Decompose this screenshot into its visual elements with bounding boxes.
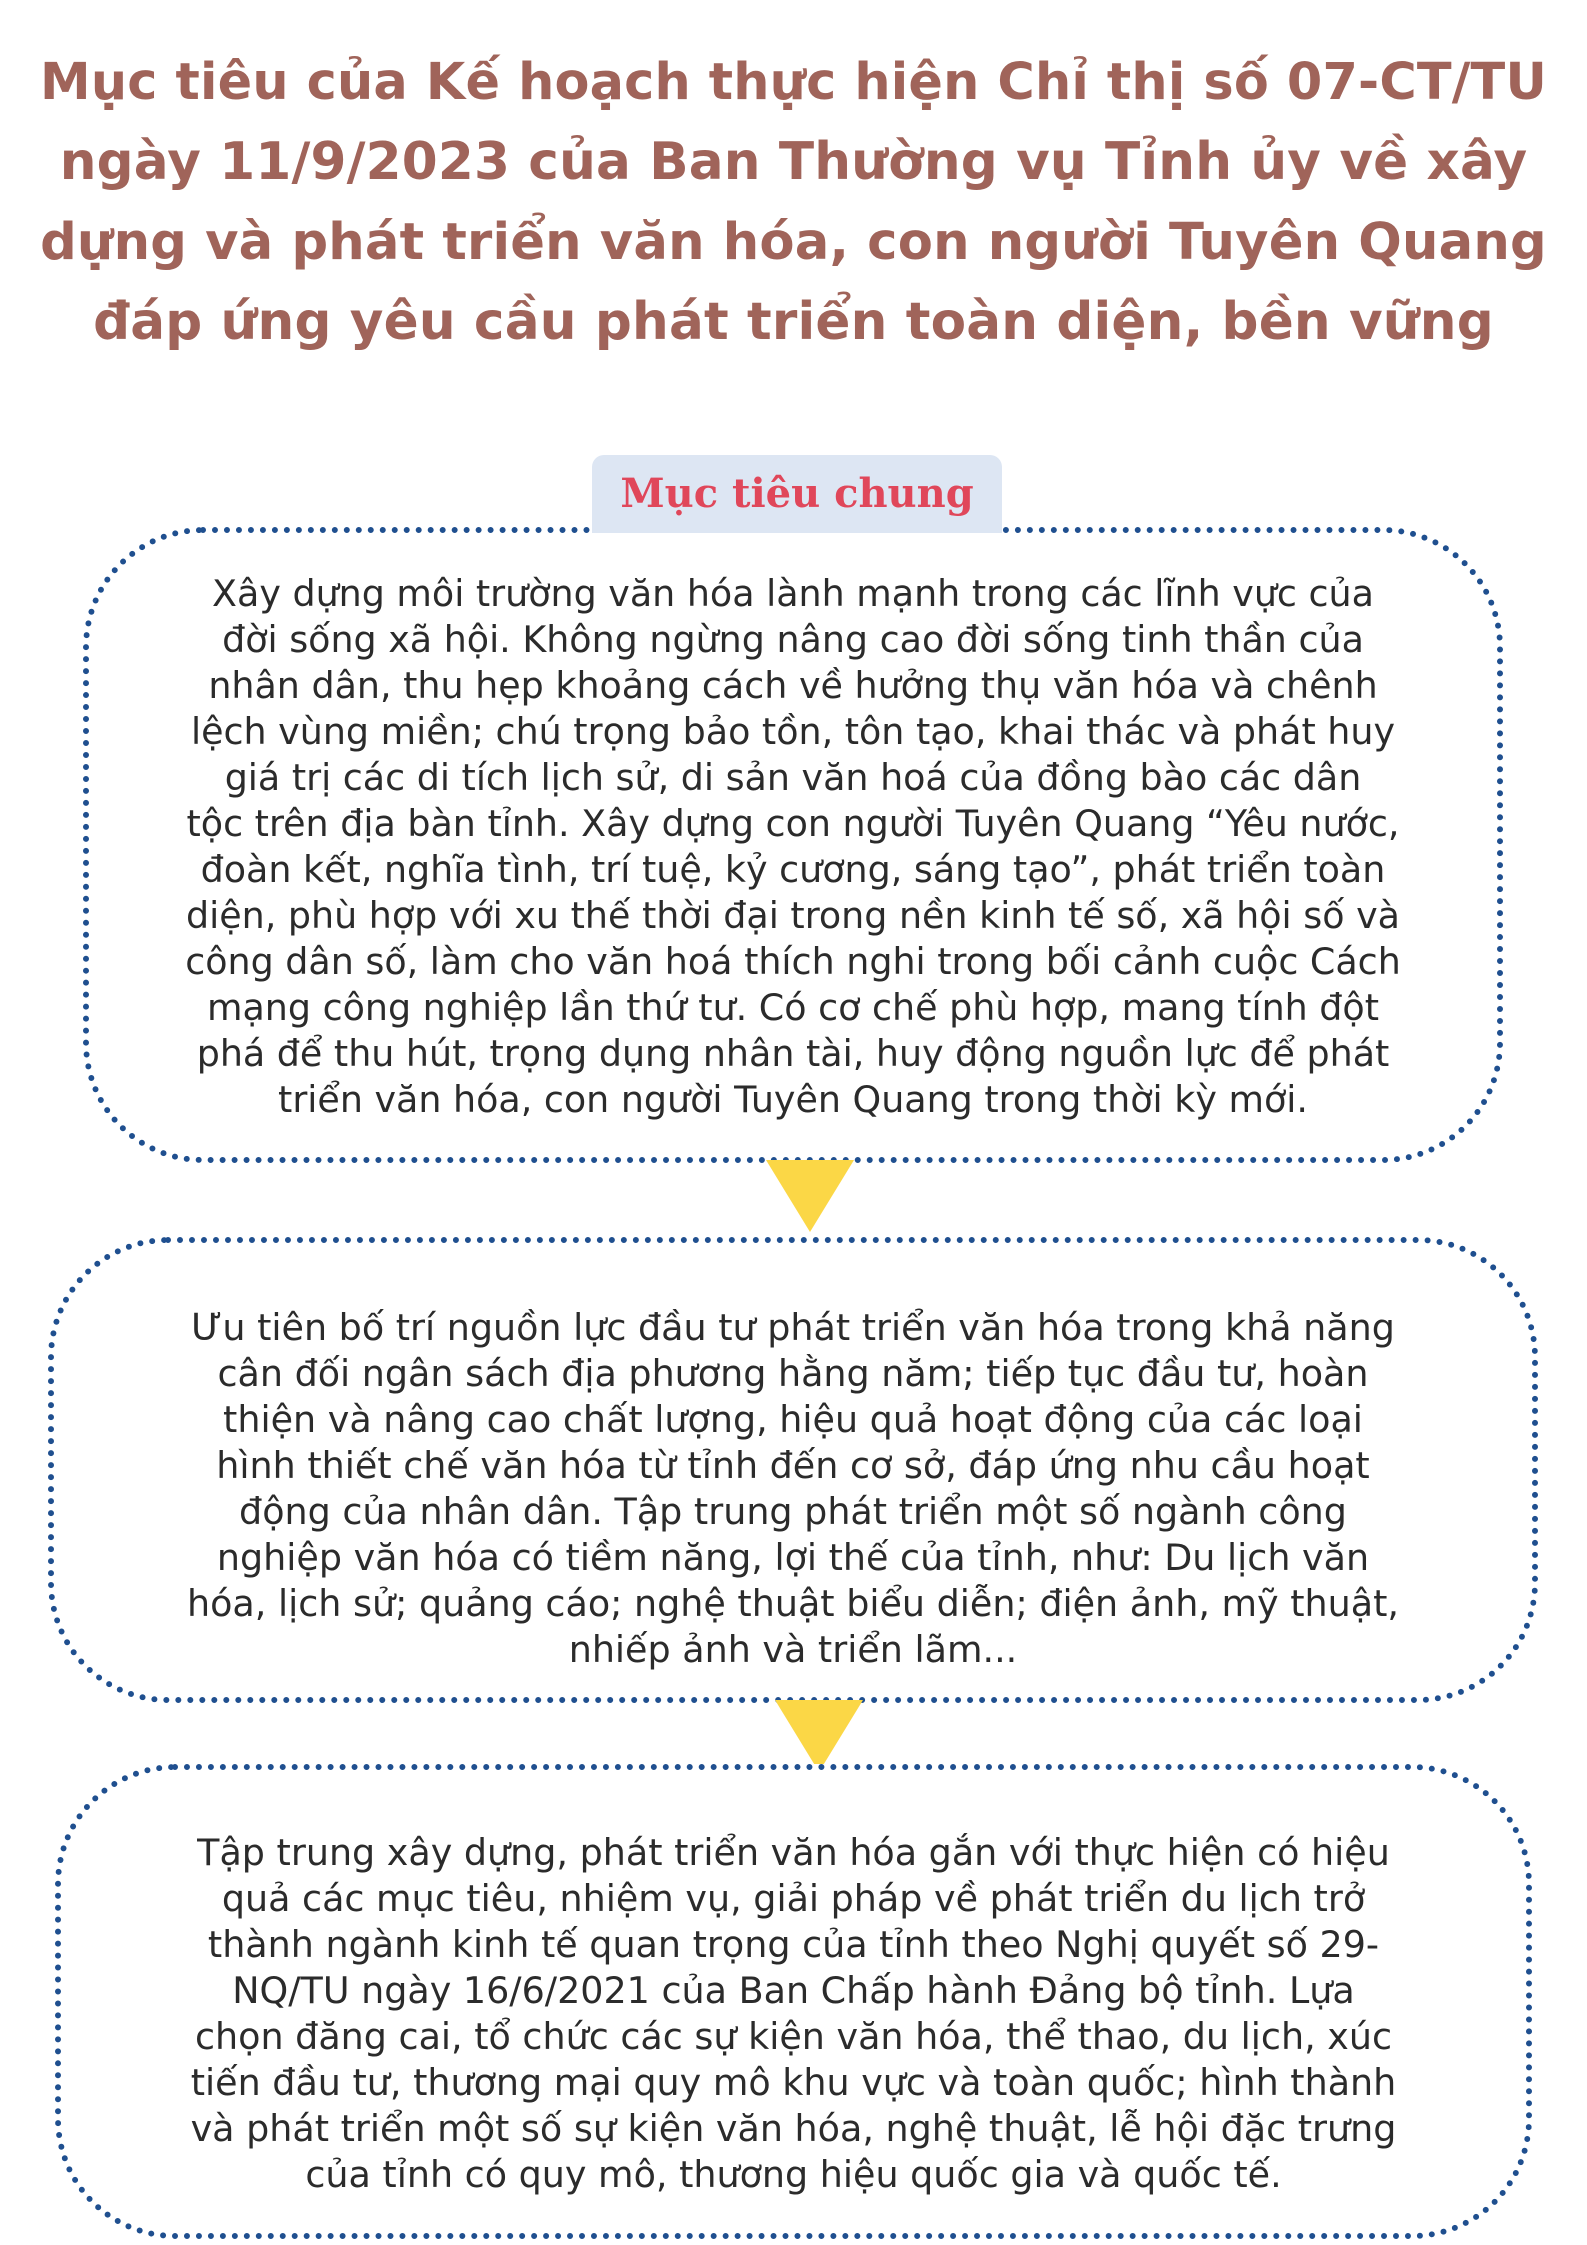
- text-line: Xây dựng môi trường văn hóa lành mạnh trong các lĩnh vực của: [212, 572, 1374, 615]
- down-arrow-icon: [766, 1160, 854, 1232]
- page-title: [20, 42, 1567, 362]
- text-line: Tập trung xây dựng, phát triển văn hóa gắn với thực hiện có hiệu: [197, 1831, 1390, 1874]
- text-line: nghiệp văn hóa có tiềm năng, lợi thế của tỉnh, như: Du lịch văn: [216, 1536, 1370, 1579]
- text-line: và phát triển một số sự kiện văn hóa, nghệ thuật, lễ hội đặc trưng: [190, 2107, 1397, 2150]
- section-label: Mục tiêu chung: [592, 455, 1002, 533]
- text-line: hóa, lịch sử; quảng cáo; nghệ thuật biểu diễn; điện ảnh, mỹ thuật,: [187, 1582, 1399, 1625]
- text-line: hình thiết chế văn hóa từ tỉnh đến cơ sở, đáp ứng nhu cầu hoạt: [216, 1444, 1370, 1487]
- text-line: NQ/TU ngày 16/6/2021 của Ban Chấp hành Đảng bộ tỉnh. Lựa: [232, 1969, 1355, 2012]
- text-line: thiện và nâng cao chất lượng, hiệu quả hoạt động của các loại: [223, 1398, 1363, 1441]
- resource-priority-card: [48, 1237, 1538, 1703]
- card-text: [61, 1830, 1526, 2198]
- card-text: [89, 571, 1497, 1123]
- general-objective-card: [83, 527, 1503, 1163]
- down-arrow-icon: [775, 1700, 863, 1772]
- text-line: cân đối ngân sách địa phương hằng năm; tiếp tục đầu tư, hoàn: [217, 1352, 1369, 1395]
- text-line: của tỉnh có quy mô, thương hiệu quốc gia và quốc tế.: [305, 2153, 1282, 2196]
- title-line: Mục tiêu của Kế hoạch thực hiện Chỉ thị số 07-CT/TU: [40, 52, 1547, 111]
- title-line: đáp ứng yêu cầu phát triển toàn diện, bền vững: [93, 292, 1494, 352]
- text-line: nhiếp ảnh và triển lãm...: [568, 1628, 1018, 1671]
- text-line: thành ngành kinh tế quan trọng của tỉnh theo Nghị quyết số 29-: [207, 1923, 1380, 1966]
- text-line: động của nhân dân. Tập trung phát triển một số ngành công: [239, 1490, 1347, 1533]
- text-line: tiến đầu tư, thương mại quy mô khu vực và toàn quốc; hình thành: [190, 2061, 1397, 2104]
- text-line: mạng công nghiệp lần thứ tư. Có cơ chế phù hợp, mang tính đột: [206, 986, 1379, 1029]
- text-line: nhân dân, thu hẹp khoảng cách về hưởng thụ văn hóa và chênh: [208, 664, 1378, 707]
- text-line: tộc trên địa bàn tỉnh. Xây dựng con người Tuyên Quang “Yêu nước,: [186, 802, 1400, 845]
- title-line: ngày 11/9/2023 của Ban Thường vụ Tỉnh ủy về xây: [59, 132, 1528, 192]
- card-text: [54, 1305, 1532, 1673]
- text-line: đoàn kết, nghĩa tình, trí tuệ, kỷ cương, sáng tạo”, phát triển toàn: [200, 848, 1386, 891]
- text-line: đời sống xã hội. Không ngừng nâng cao đời sống tinh thần của: [222, 618, 1364, 661]
- text-line: diện, phù hợp với xu thế thời đại trong nền kinh tế số, xã hội số và: [186, 894, 1400, 937]
- tourism-culture-card: [55, 1764, 1532, 2239]
- text-line: chọn đăng cai, tổ chức các sự kiện văn hóa, thể thao, du lịch, xúc: [194, 2015, 1393, 2058]
- title-line: dựng và phát triển văn hóa, con người Tuyên Quang: [40, 212, 1547, 272]
- text-line: lệch vùng miền; chú trọng bảo tồn, tôn tạo, khai thác và phát huy: [190, 710, 1396, 753]
- text-line: phá để thu hút, trọng dụng nhân tài, huy động nguồn lực để phát: [196, 1032, 1390, 1075]
- text-line: công dân số, làm cho văn hoá thích nghi trong bối cảnh cuộc Cách: [185, 940, 1401, 983]
- text-line: triển văn hóa, con người Tuyên Quang trong thời kỳ mới.: [278, 1078, 1308, 1121]
- text-line: quả các mục tiêu, nhiệm vụ, giải pháp về phát triển du lịch trở: [221, 1877, 1366, 1920]
- text-line: Ưu tiên bố trí nguồn lực đầu tư phát triển văn hóa trong khả năng: [191, 1306, 1395, 1349]
- text-line: giá trị các di tích lịch sử, di sản văn hoá của đồng bào các dân: [224, 756, 1362, 799]
